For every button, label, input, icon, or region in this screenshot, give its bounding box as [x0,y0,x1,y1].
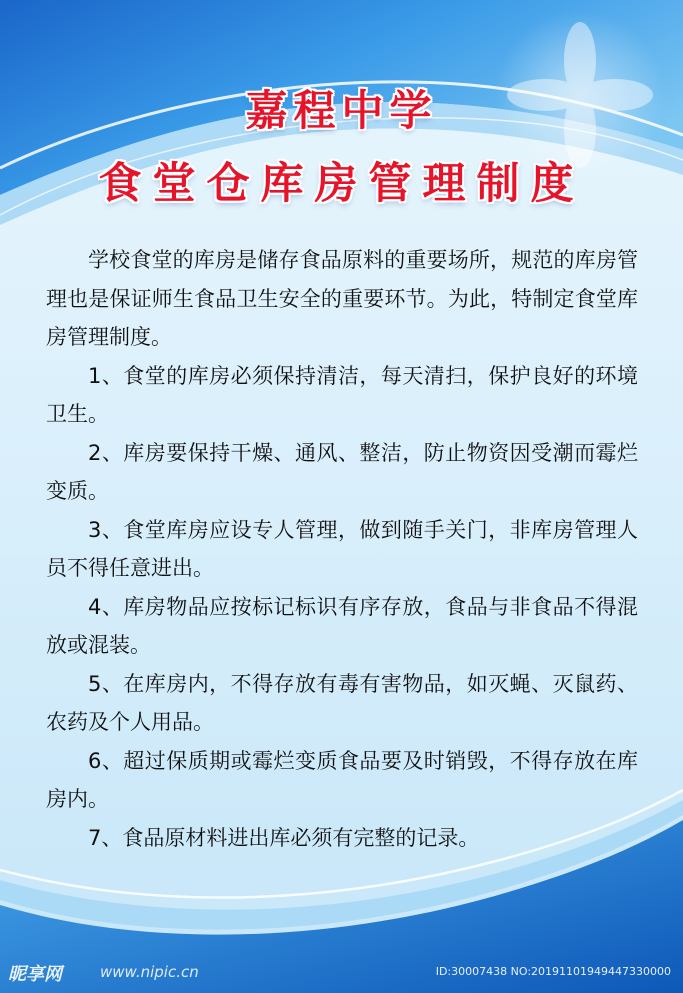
watermark-logo: 昵享网 [8,964,62,985]
watermark-id: ID:30007438 NO:20191101949447330000 [435,965,671,978]
page-title: 食堂仓库房管理制度 [98,159,585,209]
rule-item: 4、库房物品应按标记标识有序存放，食品与非食品不得混放或混装。 [46,594,638,657]
rule-item: 1、食堂的库房必须保持清洁，每天清扫，保护良好的环境卫生。 [46,363,638,426]
regulation-text [46,241,638,857]
school-name: 嘉程中学 [245,86,438,135]
rule-item: 2、库房要保持干燥、通风、整洁，防止物资因受潮而霉烂变质。 [46,440,638,503]
rule-item: 7、食品原材料进出库必须有完整的记录。 [88,825,480,850]
intro-paragraph: 学校食堂的库房是储存食品原料的重要场所，规范的库房管理也是保证师生食品卫生安全的重要环节。为此，特制定食堂库房管理制度。 [46,248,638,349]
rule-item: 3、食堂库房应设专人管理，做到随手关门，非库房管理人员不得任意进出。 [46,517,638,580]
watermark-url: www.nipic.cn [100,963,199,981]
rule-item: 5、在库房内，不得存放有毒有害物品，如灭蝇、灭鼠药、农药及个人用品。 [46,671,638,734]
rule-item: 6、超过保质期或霉烂变质食品要及时销毁，不得存放在库房内。 [46,748,638,811]
